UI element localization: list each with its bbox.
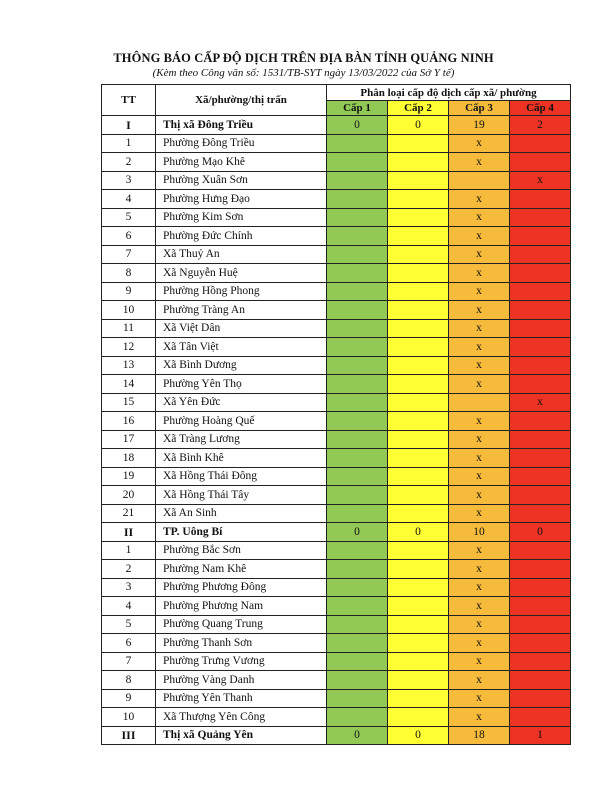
level-3-cell: x xyxy=(449,708,510,727)
ward-name: Phường Hồng Phong xyxy=(156,282,327,301)
table-row xyxy=(102,375,571,394)
document-subtitle: (Kèm theo Công văn số: 1531/TB-SYT ngày 13/03/2022 của Sở Y tế) xyxy=(152,67,455,79)
ward-name: Phường Tràng An xyxy=(156,301,327,320)
level-2-cell: 0 xyxy=(388,523,449,542)
row-number: 10 xyxy=(102,708,156,727)
level-2-cell xyxy=(388,578,449,597)
level-1-cell xyxy=(327,227,388,246)
ward-name: Phường Phương Nam xyxy=(156,597,327,616)
row-number: 14 xyxy=(102,375,156,394)
section-row xyxy=(102,523,571,542)
row-number: 2 xyxy=(102,153,156,172)
row-number: 3 xyxy=(102,578,156,597)
level-1-cell xyxy=(327,393,388,412)
level-3-cell: x xyxy=(449,319,510,338)
ward-name: Xã Tân Việt xyxy=(156,338,327,357)
level-1-cell xyxy=(327,467,388,486)
level-1-cell xyxy=(327,430,388,449)
epidemic-level-table xyxy=(101,84,571,745)
header-level-2: Cấp 2 xyxy=(388,101,449,116)
level-3-cell: x xyxy=(449,504,510,523)
table-row xyxy=(102,578,571,597)
level-3-cell: 19 xyxy=(449,116,510,135)
level-2-cell xyxy=(388,597,449,616)
header-level-group: Phân loại cấp độ dịch cấp xã/ phường xyxy=(327,85,571,101)
level-4-cell xyxy=(510,375,571,394)
level-1-cell xyxy=(327,560,388,579)
level-2-cell xyxy=(388,560,449,579)
table-row xyxy=(102,634,571,653)
table-row xyxy=(102,319,571,338)
row-number: 5 xyxy=(102,208,156,227)
level-2-cell xyxy=(388,504,449,523)
ward-name: Phường Yên Thọ xyxy=(156,375,327,394)
level-1-cell xyxy=(327,190,388,209)
table-row xyxy=(102,430,571,449)
row-number: III xyxy=(102,726,156,745)
table-row xyxy=(102,412,571,431)
level-4-cell xyxy=(510,430,571,449)
level-2-cell xyxy=(388,430,449,449)
level-4-cell xyxy=(510,578,571,597)
level-3-cell: x xyxy=(449,134,510,153)
level-2-cell xyxy=(388,671,449,690)
level-1-cell xyxy=(327,597,388,616)
level-4-cell: 2 xyxy=(510,116,571,135)
row-number: II xyxy=(102,523,156,542)
level-1-cell: 0 xyxy=(327,523,388,542)
header-tt: TT xyxy=(102,85,156,116)
level-1-cell xyxy=(327,375,388,394)
ward-name: Phường Đức Chính xyxy=(156,227,327,246)
table-row xyxy=(102,393,571,412)
ward-name: Phường Kim Sơn xyxy=(156,208,327,227)
ward-name: Xã Việt Dân xyxy=(156,319,327,338)
header-level-3: Cấp 3 xyxy=(449,101,510,116)
level-1-cell xyxy=(327,652,388,671)
table-row xyxy=(102,153,571,172)
row-number: 15 xyxy=(102,393,156,412)
header-name: Xã/phường/thị trấn xyxy=(156,85,327,116)
table-row xyxy=(102,356,571,375)
level-3-cell: x xyxy=(449,282,510,301)
row-number: 7 xyxy=(102,245,156,264)
table-row xyxy=(102,208,571,227)
level-3-cell: x xyxy=(449,541,510,560)
ward-name: Phường Đông Triều xyxy=(156,134,327,153)
level-2-cell xyxy=(388,264,449,283)
level-4-cell xyxy=(510,264,571,283)
table-row xyxy=(102,597,571,616)
table-row xyxy=(102,671,571,690)
level-4-cell xyxy=(510,356,571,375)
level-4-cell xyxy=(510,449,571,468)
level-1-cell xyxy=(327,634,388,653)
ward-name: Phường Vàng Danh xyxy=(156,671,327,690)
level-3-cell: x xyxy=(449,245,510,264)
row-number: 17 xyxy=(102,430,156,449)
row-number: 10 xyxy=(102,301,156,320)
header-row xyxy=(102,85,571,101)
level-3-cell: x xyxy=(449,671,510,690)
district-name: Thị xã Đông Triều xyxy=(156,116,327,135)
level-2-cell xyxy=(388,134,449,153)
level-4-cell xyxy=(510,541,571,560)
level-3-cell: x xyxy=(449,467,510,486)
level-4-cell xyxy=(510,634,571,653)
row-number: 13 xyxy=(102,356,156,375)
level-1-cell xyxy=(327,356,388,375)
row-number: 12 xyxy=(102,338,156,357)
level-2-cell xyxy=(388,190,449,209)
level-3-cell: x xyxy=(449,208,510,227)
row-number: 8 xyxy=(102,264,156,283)
level-4-cell xyxy=(510,319,571,338)
level-1-cell xyxy=(327,671,388,690)
level-3-cell: x xyxy=(449,634,510,653)
level-4-cell xyxy=(510,301,571,320)
level-2-cell xyxy=(388,375,449,394)
row-number: 8 xyxy=(102,671,156,690)
level-4-cell xyxy=(510,282,571,301)
level-2-cell xyxy=(388,393,449,412)
table-row xyxy=(102,301,571,320)
level-3-cell: x xyxy=(449,578,510,597)
level-1-cell xyxy=(327,708,388,727)
level-4-cell xyxy=(510,412,571,431)
level-4-cell xyxy=(510,504,571,523)
level-1-cell xyxy=(327,578,388,597)
row-number: 3 xyxy=(102,171,156,190)
row-number: 7 xyxy=(102,652,156,671)
level-2-cell xyxy=(388,301,449,320)
level-3-cell: x xyxy=(449,338,510,357)
table-row xyxy=(102,227,571,246)
district-name: Thị xã Quảng Yên xyxy=(156,726,327,745)
level-2-cell xyxy=(388,412,449,431)
table-row xyxy=(102,449,571,468)
level-3-cell: x xyxy=(449,449,510,468)
row-number: I xyxy=(102,116,156,135)
level-3-cell: x xyxy=(449,652,510,671)
level-4-cell: 1 xyxy=(510,726,571,745)
level-1-cell xyxy=(327,338,388,357)
ward-name: Xã Nguyễn Huệ xyxy=(156,264,327,283)
level-4-cell xyxy=(510,486,571,505)
level-3-cell: x xyxy=(449,153,510,172)
level-4-cell xyxy=(510,153,571,172)
level-1-cell xyxy=(327,245,388,264)
level-4-cell xyxy=(510,338,571,357)
row-number: 2 xyxy=(102,560,156,579)
level-3-cell: x xyxy=(449,227,510,246)
level-2-cell xyxy=(388,319,449,338)
level-3-cell xyxy=(449,171,510,190)
level-1-cell xyxy=(327,171,388,190)
level-1-cell xyxy=(327,134,388,153)
level-4-cell xyxy=(510,245,571,264)
table-row xyxy=(102,338,571,357)
level-1-cell xyxy=(327,319,388,338)
level-3-cell xyxy=(449,393,510,412)
level-1-cell xyxy=(327,153,388,172)
level-3-cell: x xyxy=(449,264,510,283)
level-4-cell xyxy=(510,597,571,616)
level-1-cell xyxy=(327,504,388,523)
level-2-cell xyxy=(388,467,449,486)
level-2-cell xyxy=(388,689,449,708)
ward-name: Phường Hưng Đạo xyxy=(156,190,327,209)
ward-name: Phường Mạo Khê xyxy=(156,153,327,172)
table-row xyxy=(102,486,571,505)
level-3-cell: x xyxy=(449,560,510,579)
header-level-1: Cấp 1 xyxy=(327,101,388,116)
level-3-cell: x xyxy=(449,412,510,431)
ward-name: Xã Thượng Yên Công xyxy=(156,708,327,727)
level-2-cell xyxy=(388,708,449,727)
ward-name: Phường Phương Đông xyxy=(156,578,327,597)
row-number: 9 xyxy=(102,282,156,301)
row-number: 18 xyxy=(102,449,156,468)
level-3-cell: x xyxy=(449,486,510,505)
table-row xyxy=(102,652,571,671)
level-1-cell xyxy=(327,301,388,320)
level-2-cell xyxy=(388,652,449,671)
level-2-cell xyxy=(388,227,449,246)
level-4-cell: x xyxy=(510,393,571,412)
level-2-cell xyxy=(388,486,449,505)
level-4-cell xyxy=(510,708,571,727)
level-4-cell xyxy=(510,615,571,634)
header-level-4: Cấp 4 xyxy=(510,101,571,116)
level-2-cell xyxy=(388,153,449,172)
level-1-cell xyxy=(327,282,388,301)
level-4-cell xyxy=(510,467,571,486)
row-number: 20 xyxy=(102,486,156,505)
level-2-cell: 0 xyxy=(388,726,449,745)
level-4-cell xyxy=(510,689,571,708)
ward-name: Xã Thuỷ An xyxy=(156,245,327,264)
level-4-cell: 0 xyxy=(510,523,571,542)
row-number: 11 xyxy=(102,319,156,338)
ward-name: Xã Bình Dương xyxy=(156,356,327,375)
row-number: 21 xyxy=(102,504,156,523)
level-3-cell: x xyxy=(449,356,510,375)
level-2-cell xyxy=(388,541,449,560)
row-number: 6 xyxy=(102,227,156,246)
ward-name: Phường Bắc Sơn xyxy=(156,541,327,560)
table-row xyxy=(102,190,571,209)
table-row xyxy=(102,171,571,190)
level-2-cell xyxy=(388,449,449,468)
ward-name: Phường Nam Khê xyxy=(156,560,327,579)
table-row xyxy=(102,282,571,301)
level-4-cell xyxy=(510,227,571,246)
level-3-cell: x xyxy=(449,597,510,616)
row-number: 19 xyxy=(102,467,156,486)
level-2-cell xyxy=(388,634,449,653)
section-row xyxy=(102,726,571,745)
ward-name: Phường Yên Thanh xyxy=(156,689,327,708)
level-4-cell xyxy=(510,560,571,579)
level-1-cell: 0 xyxy=(327,726,388,745)
ward-name: Xã Tràng Lương xyxy=(156,430,327,449)
level-3-cell: x xyxy=(449,615,510,634)
table-row xyxy=(102,467,571,486)
level-2-cell xyxy=(388,615,449,634)
ward-name: Xã Hồng Thái Tây xyxy=(156,486,327,505)
level-2-cell xyxy=(388,356,449,375)
level-1-cell xyxy=(327,486,388,505)
level-4-cell xyxy=(510,671,571,690)
row-number: 4 xyxy=(102,597,156,616)
ward-name: Phường Thanh Sơn xyxy=(156,634,327,653)
row-number: 6 xyxy=(102,634,156,653)
level-4-cell: x xyxy=(510,171,571,190)
row-number: 1 xyxy=(102,541,156,560)
level-3-cell: 10 xyxy=(449,523,510,542)
row-number: 9 xyxy=(102,689,156,708)
level-4-cell xyxy=(510,208,571,227)
level-4-cell xyxy=(510,652,571,671)
district-name: TP. Uông Bí xyxy=(156,523,327,542)
level-3-cell: x xyxy=(449,375,510,394)
table-row xyxy=(102,615,571,634)
level-3-cell: x xyxy=(449,689,510,708)
table-row xyxy=(102,264,571,283)
level-4-cell xyxy=(510,190,571,209)
row-number: 1 xyxy=(102,134,156,153)
ward-name: Phường Trưng Vương xyxy=(156,652,327,671)
ward-name: Xã Bình Khê xyxy=(156,449,327,468)
ward-name: Xã Hồng Thái Đông xyxy=(156,467,327,486)
level-1-cell xyxy=(327,264,388,283)
level-3-cell: x xyxy=(449,190,510,209)
row-number: 5 xyxy=(102,615,156,634)
level-2-cell xyxy=(388,282,449,301)
level-1-cell xyxy=(327,208,388,227)
ward-name: Phường Hoàng Quế xyxy=(156,412,327,431)
ward-name: Xã Yên Đức xyxy=(156,393,327,412)
row-number: 16 xyxy=(102,412,156,431)
ward-name: Phường Quang Trung xyxy=(156,615,327,634)
table-row xyxy=(102,708,571,727)
level-3-cell: 18 xyxy=(449,726,510,745)
level-3-cell: x xyxy=(449,430,510,449)
level-2-cell xyxy=(388,208,449,227)
table-row xyxy=(102,134,571,153)
table-row xyxy=(102,504,571,523)
level-1-cell: 0 xyxy=(327,116,388,135)
table-row xyxy=(102,689,571,708)
level-4-cell xyxy=(510,134,571,153)
level-3-cell: x xyxy=(449,301,510,320)
level-2-cell xyxy=(388,338,449,357)
table-row xyxy=(102,560,571,579)
table-body xyxy=(102,116,571,745)
level-2-cell xyxy=(388,245,449,264)
level-1-cell xyxy=(327,449,388,468)
ward-name: Xã An Sinh xyxy=(156,504,327,523)
level-1-cell xyxy=(327,689,388,708)
level-2-cell xyxy=(388,171,449,190)
table-row xyxy=(102,245,571,264)
row-number: 4 xyxy=(102,190,156,209)
level-1-cell xyxy=(327,615,388,634)
table-row xyxy=(102,541,571,560)
section-row xyxy=(102,116,571,135)
level-2-cell: 0 xyxy=(388,116,449,135)
ward-name: Phường Xuân Sơn xyxy=(156,171,327,190)
level-1-cell xyxy=(327,412,388,431)
document-title: THÔNG BÁO CẤP ĐỘ DỊCH TRÊN ĐỊA BÀN TỈNH QUẢNG NINH xyxy=(113,51,494,65)
level-1-cell xyxy=(327,541,388,560)
